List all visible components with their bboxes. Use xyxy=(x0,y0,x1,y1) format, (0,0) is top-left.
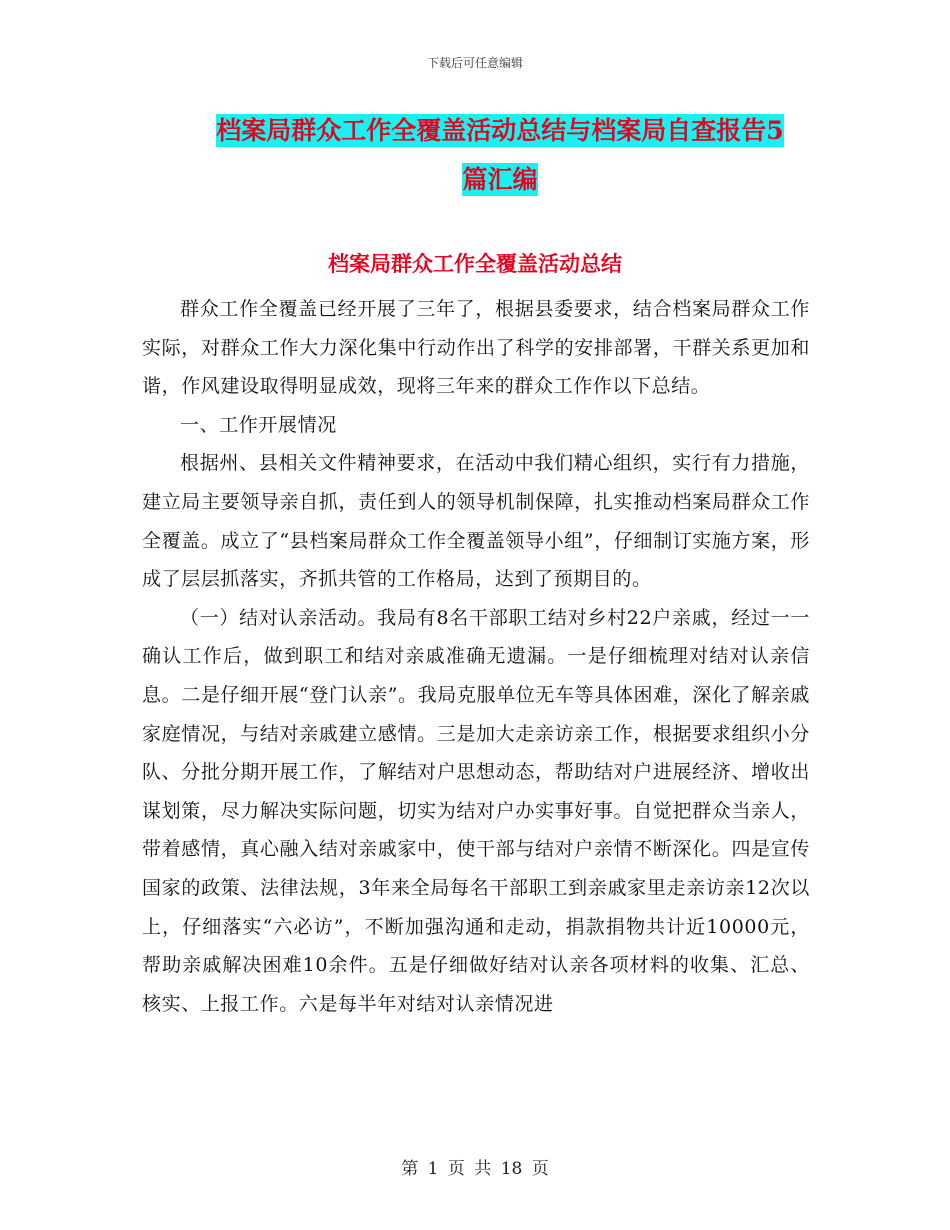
paragraph-heading-work-status: 一、工作开展情况 xyxy=(180,413,337,436)
header-note: 下载后可任意编辑 xyxy=(426,56,523,70)
section-title: 档案局群众工作全覆盖活动总结 xyxy=(328,251,622,276)
document-title-line2: 篇汇编 xyxy=(462,165,538,194)
body-text xyxy=(142,290,810,1023)
paragraph-organization: 根据州、县相关文件精神要求，在活动中我们精心组织，实行有力措施，建立局主要领导亲自抓，责任到人的领导机制保障，扎实推动档案局群众工作全覆盖。成立了“县档案局群众工作全覆盖领导小组”，仔细制订实施方案，形成了层层抓落实，齐抓共管的工作格局，达到了预期目的。 xyxy=(142,452,810,591)
document-title-line1: 档案局群众工作全覆盖活动总结与档案局自查报告5 xyxy=(216,116,784,145)
paragraph-intro: 群众工作全覆盖已经开展了三年了，根据县委要求，结合档案局群众工作实际，对群众工作大力深化集中行动作出了科学的安排部署，干群关系更加和谐，作风建设取得明显成效，现将三年来的群众工作作以下总结。 xyxy=(142,298,810,398)
page-number: 第 1 页 共 18 页 xyxy=(401,1159,549,1179)
document-title xyxy=(160,106,840,204)
paragraph-pairing-activity: （一）结对认亲活动。我局有8名干部职工结对乡村22户亲戚，经过一一确认工作后，做到职工和结对亲戚准确无遗漏。一是仔细梳理对结对认亲信息。二是仔细开展“登门认亲”。我局克服单位无车等具体困难，深化了解亲戚家庭情况，与结对亲戚建立感情。三是加大走亲访亲工作，根据要求组织小分队、分批分期开展工作，了解结对户思想动态，帮助结对户进展经济、增收出谋划策，尽力解决实际问题，切实为结对户办实事好事。自觉把群众当亲人，带着感情，真心融入结对亲戚家中，使干部与结对户亲情不断深化。四是宣传国家的政策、法律法规，3年来全局每名干部职工到亲戚家里走亲访亲12次以上，仔细落实“六必访”，不断加强沟通和走动，捐款捐物共计近10000元，帮助亲戚解决困难10余件。五是仔细做好结对认亲各项材料的收集、汇总、核实、上报工作。六是每半年对结对认亲情况进 xyxy=(142,606,810,1015)
